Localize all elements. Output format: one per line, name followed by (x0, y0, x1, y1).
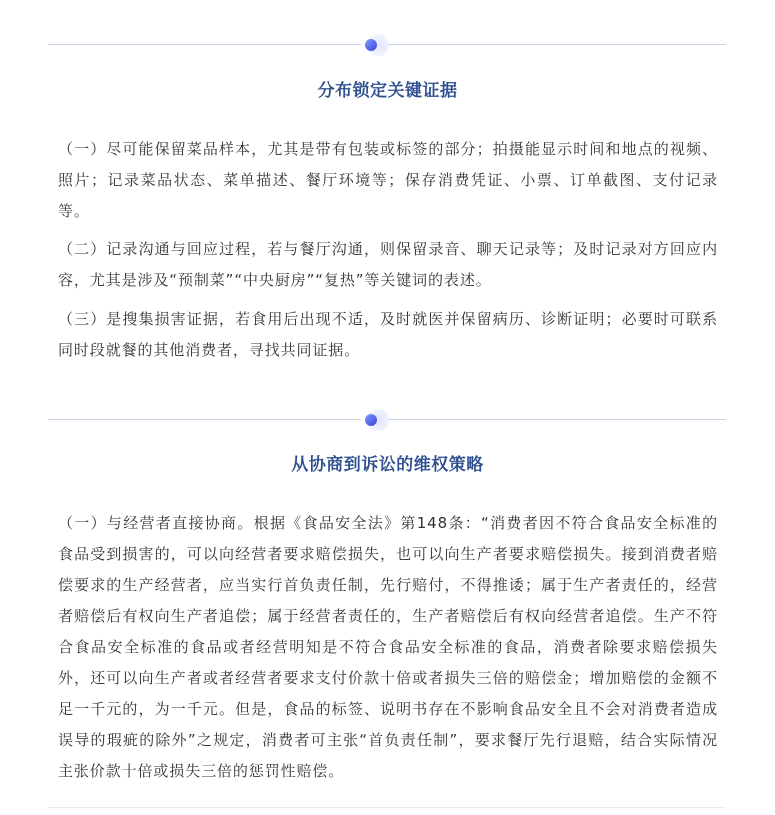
gradient-orb-icon (361, 406, 389, 434)
paragraph: （二）记录沟通与回应过程，若与餐厅沟通，则保留录音、聊天记录等；及时记录对方回应内容，尤其是涉及“预制菜”“中央厨房”“复热”等关键词的表述。 (58, 240, 718, 289)
paragraph: （三）是搜集损害证据，若食用后出现不适，及时就医并保留病历、诊断证明；必要时可联系同时段就餐的其他消费者，寻找共同证据。 (58, 310, 718, 359)
section-title: 从协商到诉讼的维权策略 (291, 455, 484, 475)
paragraph: （一）与经营者直接协商。根据《食品安全法》第148条：“消费者因不符合食品安全标准的食品受到损害的，可以向经营者要求赔偿损失，也可以向生产者要求赔偿损失。接到消费者赔偿要求的生产经营者，应当实行首负责任制，先行赔付，不得推诿；属于生产者责任的，经营者赔偿后有权向生产者追偿；属于经营者责任的，生产者赔偿后有权向经营者追偿。生产不符合食品安全标准的食品或者经营明知是不符合食品安全标准的食品，消费者除要求赔偿损失外，还可以向生产者或者经营者要求支付价款十倍或者损失三倍的赔偿金；增加赔偿的金额不足一千元的，为一千元。但是，食品的标签、说明书存在不影响食品安全且不会对消费者造成误导的瑕疵的除外”之规定，消费者可主张“首负责任制”，要求餐厅先行退赔，结合实际情况主张价款十倍或损失三倍的惩罚性赔偿。 (58, 514, 718, 780)
paragraph: （一）尽可能保留菜品样本，尤其是带有包装或标签的部分；拍摄能显示时间和地点的视频、照片；记录菜品状态、菜单描述、餐厅环境等；保存消费凭证、小票、订单截图、支付记录等。 (58, 140, 718, 220)
bottom-divider (48, 807, 726, 808)
section-divider (48, 30, 726, 60)
gradient-orb-icon (361, 31, 389, 59)
section-title: 分布锁定关键证据 (317, 81, 458, 101)
section-divider (48, 405, 726, 435)
